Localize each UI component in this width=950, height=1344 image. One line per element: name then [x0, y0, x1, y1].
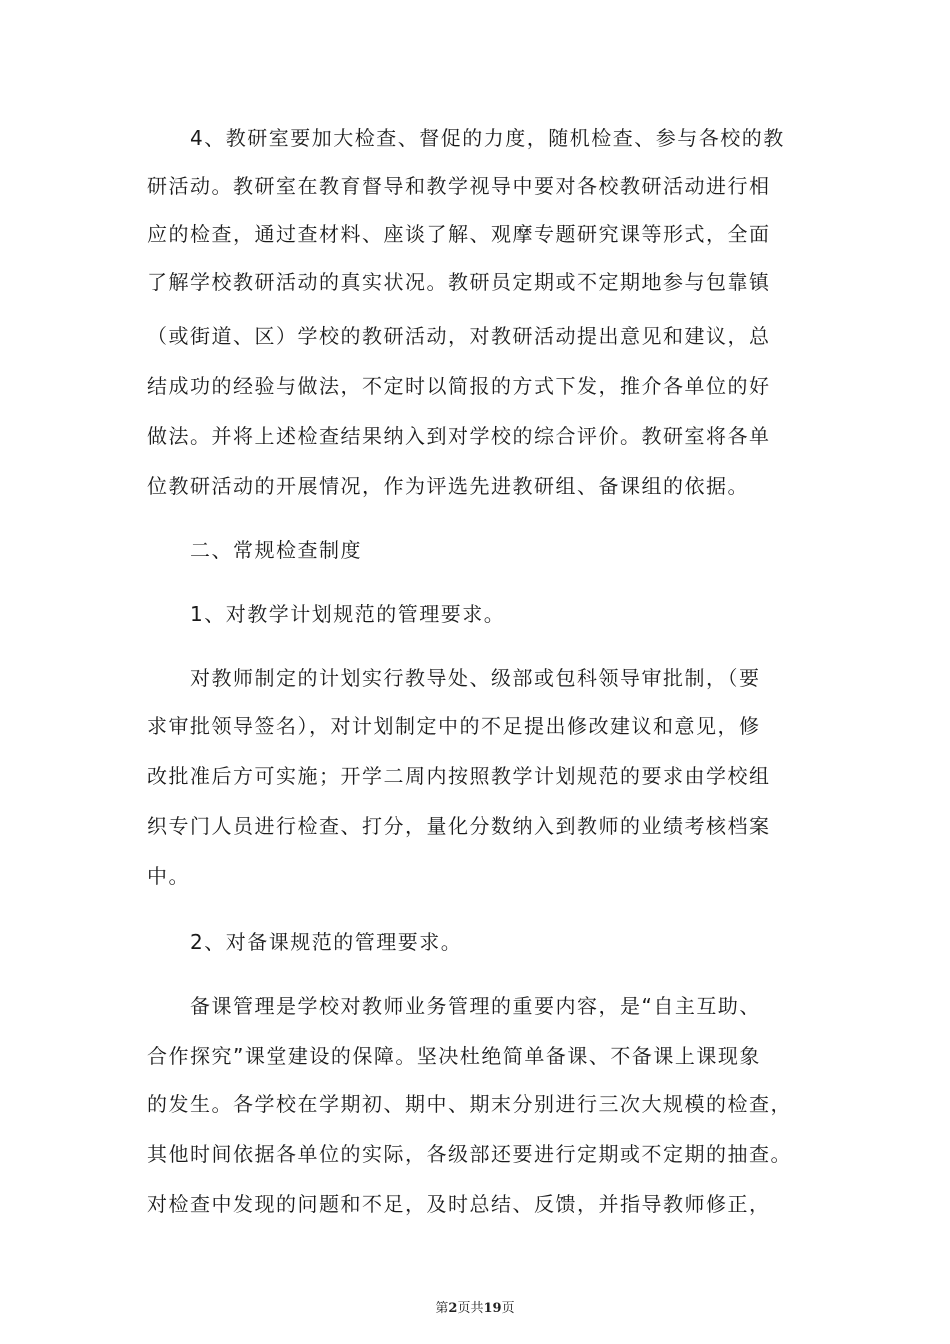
- paragraph-line: 位教研活动的开展情况，作为评选先进教研组、备课组的依据。: [147, 474, 749, 498]
- paragraph-line: 求审批领导签名），对计划制定中的不足提出修改建议和意见，修: [147, 714, 761, 738]
- total-page-number: 19: [483, 1301, 502, 1316]
- paragraph-line: 改批准后方可实施；开学二周内按照教学计划规范的要求由学校组: [147, 764, 771, 788]
- paragraph-line: 中。: [147, 864, 190, 888]
- paragraph-line: 做法。并将上述检查结果纳入到对学校的综合评价。教研室将各单: [147, 424, 771, 448]
- footer-prefix: 第: [435, 1301, 449, 1316]
- paragraph-line: 4、教研室要加大检查、督促的力度，随机检查、参与各校的教: [190, 126, 785, 150]
- page-footer: [0, 1300, 950, 1318]
- paragraph-line: 研活动。教研室在教育督导和教学视导中要对各校教研活动进行相: [147, 174, 771, 198]
- paragraph-line: 了解学校教研活动的真实状况。教研员定期或不定期地参与包靠镇: [147, 270, 771, 294]
- paragraph-line: 合作探究”课堂建设的保障。坚决杜绝简单备课、不备课上课现象: [147, 1044, 761, 1068]
- item-heading: 1、对教学计划规范的管理要求。: [190, 602, 506, 626]
- paragraph-line: 备课管理是学校对教师业务管理的重要内容，是“自主互助、: [190, 994, 761, 1018]
- item-heading: 2、对备课规范的管理要求。: [190, 930, 463, 954]
- paragraph-line: 的发生。各学校在学期初、期中、期末分别进行三次大规模的检查，: [147, 1092, 792, 1116]
- paragraph-line: 织专门人员进行检查、打分，量化分数纳入到教师的业绩考核档案: [147, 814, 771, 838]
- footer-suffix: 页: [501, 1301, 515, 1316]
- paragraph-line: 对教师制定的计划实行教导处、级部或包科领导审批制，（要: [190, 666, 761, 690]
- paragraph-line: （或街道、区）学校的教研活动，对教研活动提出意见和建议，总: [147, 324, 771, 348]
- paragraph-line: 其他时间依据各单位的实际，各级部还要进行定期或不定期的抽查。: [147, 1142, 792, 1166]
- paragraph-line: 对检查中发现的问题和不足，及时总结、反馈，并指导教师修正，: [147, 1192, 771, 1216]
- paragraph-line: 应的检查，通过查材料、座谈了解、观摩专题研究课等形式，全面: [147, 222, 771, 246]
- paragraph-line: 结成功的经验与做法，不定时以简报的方式下发，推介各单位的好: [147, 374, 771, 398]
- footer-middle: 页共: [457, 1301, 484, 1316]
- section-heading: 二、常规检查制度: [190, 538, 362, 562]
- current-page-number: 2: [448, 1301, 458, 1316]
